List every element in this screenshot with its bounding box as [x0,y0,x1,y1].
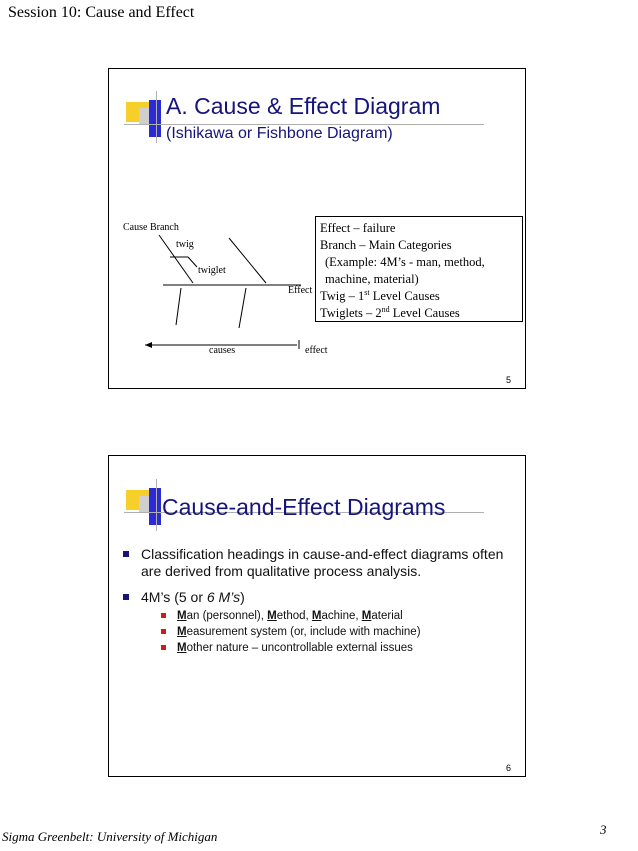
page-number: 3 [600,822,607,837]
slide-title: A. Cause & Effect Diagram [166,93,441,119]
twig-label: twig [176,239,194,250]
bottom-bone-right [239,288,246,328]
sub-bullet-item: Measurement system (or, include with machine) [159,624,518,640]
slide-6 [108,455,526,777]
bottom-bone-left [176,288,181,325]
footer-course: Sigma Greenbelt: University of Michigan [2,829,218,844]
twiglet-label: twiglet [198,265,226,276]
bullet-item: 4M’s (5 or 6 M’s) Man (personnel), Method, Machine, Material Measurement system (or, include with machine) Mother nature – uncontrollable external issues [123,589,518,656]
causes-label: causes [209,345,236,356]
sub-bullet-item: Mother nature – uncontrollable external issues [159,640,518,656]
effect-head-label: Effect [288,285,313,296]
slide-number: 6 [505,763,511,773]
legend-box: Effect – failure Branch – Main Categories (Example: 4M’s - man, method, machine, material) Twig – 1st Level Causes Twiglets – 2nd Level Causes [315,216,523,322]
effect-label: effect [305,345,328,356]
sub-bullet-list [159,608,518,656]
bullet-item: Classification headings in cause-and-effect diagrams often are derived from qualitative process analysis. [123,546,518,580]
top-bone-right [229,238,266,283]
cause-branch-label: Cause Branch [123,222,179,233]
slide-number: 5 [505,375,511,385]
bullet-list [123,546,518,665]
slide-5 [108,68,526,389]
session-title: Session 10: Cause and Effect [8,4,195,21]
slide-title: Cause-and-Effect Diagrams [162,494,446,520]
causes-arrow-head [145,342,152,348]
slide-subtitle: (Ishikawa or Fishbone Diagram) [166,125,393,142]
twiglet-line [188,257,197,267]
sub-bullet-item: Man (personnel), Method, Machine, Material [159,608,518,624]
